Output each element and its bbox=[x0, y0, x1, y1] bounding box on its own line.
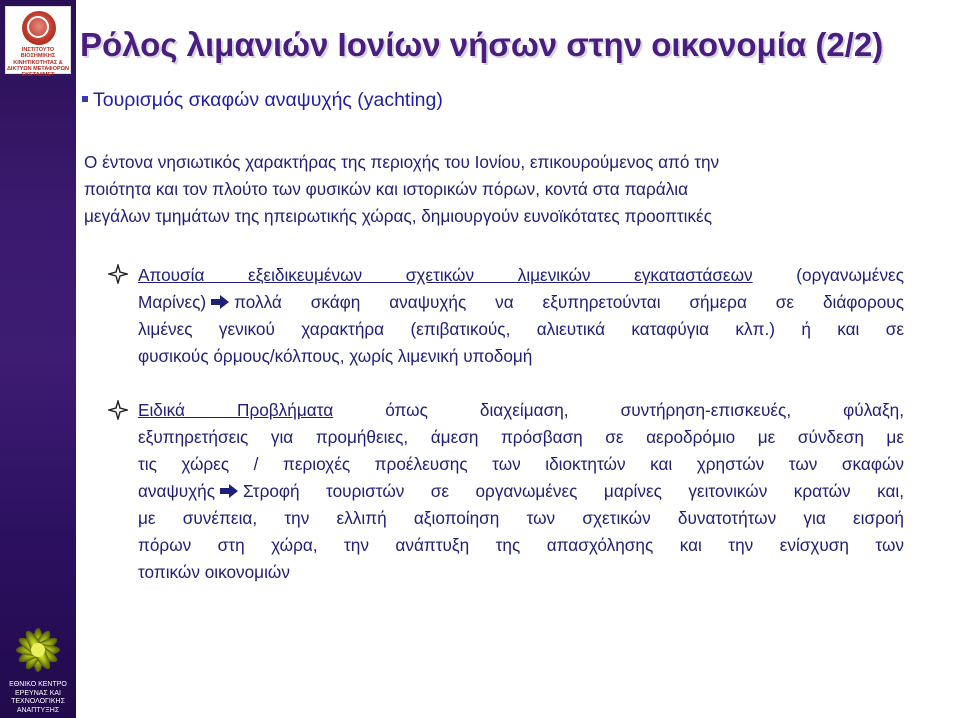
bullet-paragraph-1: Απουσία εξειδικευμένων σχετικών λιμενικών εγκαταστάσεων (οργανωμένες Μαρίνες) πολλά σκάφη αναψυχής να εξυπηρετούνται σήμερα σε διάφορους λιμένες γενικού χαρακτήρα (επιβατικούς, αλιευτικά καταφύγια κλπ.) ή και σε φυσικούς όρμους/κόλπους, χωρίς λιμενική υποδομή bbox=[138, 265, 904, 366]
underlined-heading: Ειδικά Προβλήματα bbox=[138, 400, 334, 420]
institute-logo bbox=[5, 6, 71, 79]
institute-logo-text: ΙΝΣΤΙΤΟΥΤΟ ΒΙΟΣΗΜΙΚΗΣ ΚΙΝΗΤΙΚΟΤΗΤΑΣ & ΔΙΚΤΥΩΝ ΜΕΤΑΦΟΡΩΝ ΕΚΕΤΑ/ΙΜΕΤ bbox=[6, 47, 70, 79]
square-bullet-icon bbox=[82, 96, 88, 102]
intro-paragraph: Ο έντονα νησιωτικός χαρακτήρας της περιοχής του Ιονίου, επικουρούμενος από την ποιότητα και τον πλούτο των φυσικών και ιστορικών πόρων, κοντά στα παράλια μεγάλων τμημάτων της ηπειρωτικής χώρας, δημιουργούν ευνοϊκότατες προοπτικές bbox=[84, 152, 720, 226]
right-arrow-icon bbox=[210, 295, 230, 309]
underlined-heading: Απουσία εξειδικευμένων σχετικών λιμενικών εγκαταστάσεων bbox=[138, 265, 753, 285]
ekety-logo-text: ΕΘΝΙΚΟ ΚΕΝΤΡΟ ΕΡΕΥΝΑΣ ΚΑΙ ΤΕΧΝΟΛΟΓΙΚΗΣ ΑΝΑΠΤΥΞΗΣ bbox=[9, 681, 67, 714]
flower-emblem-icon bbox=[8, 620, 68, 680]
right-arrow-icon bbox=[219, 484, 239, 498]
section-subtitle: Τουρισμός σκαφών αναψυχής (yachting) bbox=[82, 89, 443, 112]
sidebar bbox=[0, 0, 76, 718]
bullet-paragraph-2: Ειδικά Προβλήματα όπως διαχείμαση, συντήρηση-επισκευές, φύλαξη, εξυπηρετήσεις για προμήθειες, άμεση πρόσβαση σε αεροδρόμιο με σύνδεση με τις χώρες / περιοχές προέλευσης των ιδιοκτητών και χρηστών των σκαφών αναψυχής Στροφή τουριστών σε οργανωμένες μαρίνες γειτονικών κρατών και, με συνέπεια, την ελλιπή αξιοποίηση των σχετικών δυνατοτήτων για εισροή πόρων στη χώρα, την ανάπτυξη της απασχόλησης και την ενίσχυση των τοπικών οικονομιών bbox=[138, 400, 904, 582]
slide-title: Ρόλος λιμανιών Ιονίων νήσων στην οικονομία (2/2) bbox=[80, 26, 884, 63]
diamond-star-icon bbox=[108, 400, 128, 420]
diamond-star-icon bbox=[108, 264, 128, 284]
